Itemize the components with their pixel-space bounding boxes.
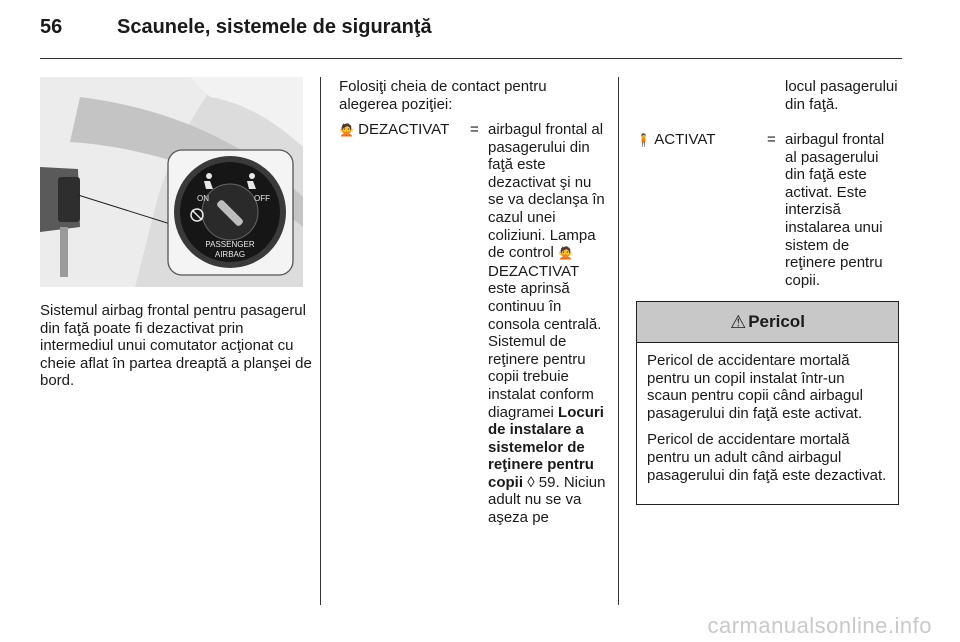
switch-on-label: ON xyxy=(197,194,209,203)
danger-paragraph: Pericol de accidentare mortală pentru un adult când airbagul pasagerului din faţă este dezactivat. xyxy=(647,431,887,484)
header-divider xyxy=(40,58,902,59)
page-reference: 59. xyxy=(538,473,560,491)
column-divider-right xyxy=(618,77,619,605)
switch-label-passenger: PASSENGER xyxy=(205,240,255,249)
term-deactivated xyxy=(339,121,449,140)
airbag-off-icon: 🙅 xyxy=(558,246,573,261)
page-number: 56 xyxy=(40,16,63,38)
column-divider-left xyxy=(320,77,321,605)
definition-activated: airbagul frontal al pasagerului din faţă este activat. Este interzisă instalarea unui sistem de reţinere pentru copii. xyxy=(785,131,885,289)
warning-triangle-icon: ⚠ xyxy=(730,311,747,332)
intro-text: Folosiţi cheia de contact pentru alegerea poziţiei: xyxy=(339,78,547,113)
watermark: carmanualsonline.info xyxy=(707,613,932,638)
danger-body xyxy=(637,343,898,484)
equals-sign: = xyxy=(767,131,776,148)
definition-deactivated xyxy=(488,121,608,527)
definition-deactivated-part3: Niciun adult nu se va aşeza pe xyxy=(488,473,606,527)
airbag-on-icon: 🧍 xyxy=(636,133,651,147)
danger-header xyxy=(637,302,898,343)
airbag-off-icon: 🙅 xyxy=(339,123,354,137)
term-activated xyxy=(636,131,715,150)
danger-title: Pericol xyxy=(748,312,805,331)
illustration-caption: Sistemul airbag frontal pentru pasagerul din faţă poate fi dezactivat prin intermediul unui comutator acţionat cu cheie aflat în partea dreaptă a planşei de bord. xyxy=(40,302,312,390)
term-deactivated-label: DEZACTIVAT xyxy=(358,121,450,138)
page-title: Scaunele, sistemele de siguranţă xyxy=(117,16,432,38)
term-activated-label: ACTIVAT xyxy=(654,131,716,148)
definition-deactivated-part2: DEZACTIVAT este aprinsă continuu în consola centrală. Sistemul de reţinere pentru copii trebuie instalat conform diagramei xyxy=(488,262,602,421)
switch-label-airbag: AIRBAG xyxy=(214,250,246,259)
airbag-switch-illustration xyxy=(40,77,303,287)
switch-off-label: OFF xyxy=(254,194,270,203)
danger-warning-box xyxy=(636,301,899,505)
equals-sign: = xyxy=(470,121,479,138)
definition-deactivated-part1: airbagul frontal al pasagerului din faţă este dezactivat şi nu se va declanşa în cazul unei coliziuni. Lampa de control xyxy=(488,121,605,262)
page-reference-arrow-icon: ◊ xyxy=(527,473,535,491)
definition-deactivated-continued: locul pasagerului din faţă. xyxy=(785,78,898,113)
cross-reference-link[interactable]: Locuri de instalare a sistemelor de reţinere pentru copii xyxy=(488,403,604,491)
danger-paragraph: Pericol de accidentare mortală pentru un copil instalat într-un scaun pentru copii când airbagul pasagerului din faţă este activat. xyxy=(647,352,863,422)
